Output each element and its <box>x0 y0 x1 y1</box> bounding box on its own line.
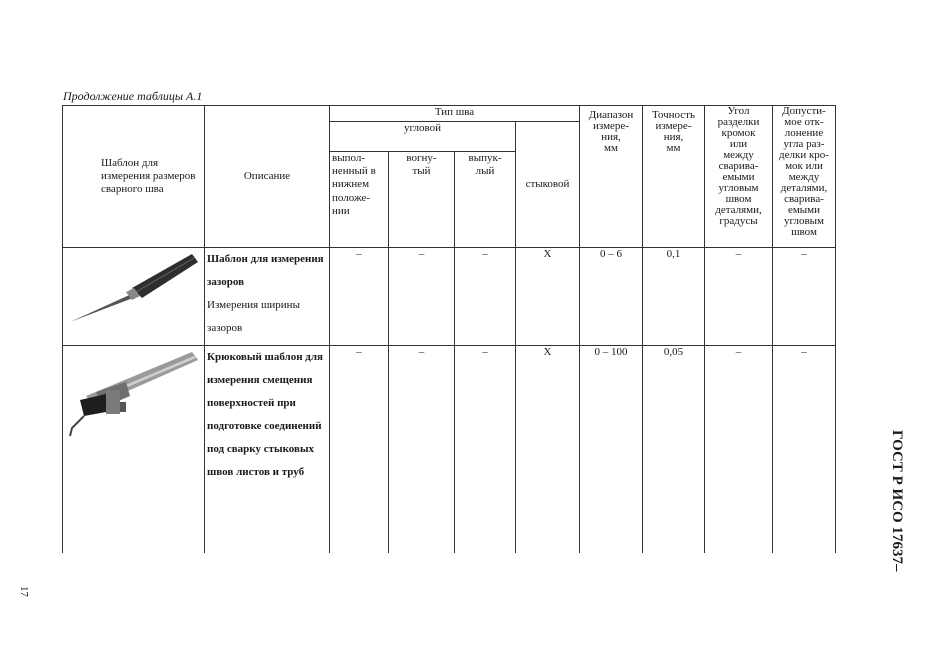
cell-butt: Х <box>516 248 580 346</box>
cell-concave: – <box>389 248 455 346</box>
header-description: Описание <box>205 106 330 248</box>
tool-name: Крюковый шаблон для измерения смещения поверхностей при подготовке соединений под сварку стыковых швов листов и труб <box>207 351 323 478</box>
cell-convex: – <box>455 248 516 346</box>
header-butt: стыковой <box>516 122 580 248</box>
table-row <box>63 346 836 553</box>
cell-range: 0 – 6 <box>580 248 643 346</box>
gap-gauge-icon <box>66 248 202 330</box>
cell-angle-deviation: – <box>773 248 836 346</box>
header-concave: вогну- тый <box>389 152 455 248</box>
cell-butt: Х <box>516 346 580 553</box>
header-bevel-angle: Угол разделки кромок или между сварива- емыми угловым швом деталями, градусы <box>705 106 773 248</box>
header-fillet: угловой <box>330 122 516 152</box>
header-template: Шаблон для измерения размеров сварного шва <box>63 106 205 248</box>
cell-range: 0 – 100 <box>580 346 643 553</box>
header-range: Диапазон измере- ния, мм <box>580 106 643 248</box>
header-accuracy: Точность измере- ния, мм <box>643 106 705 248</box>
page-number: 17 <box>18 586 30 597</box>
hook-gauge-image-cell <box>63 346 205 553</box>
cell-accuracy: 0,1 <box>643 248 705 346</box>
header-convex: выпук- лый <box>455 152 516 248</box>
row-description <box>205 248 330 346</box>
cell-accuracy: 0,05 <box>643 346 705 553</box>
table-row <box>63 248 836 346</box>
table-caption: Продолжение таблицы А.1 <box>63 89 203 103</box>
cell-angle-deviation: – <box>773 346 836 553</box>
cell-concave: – <box>389 346 455 553</box>
gap-gauge-image-cell <box>63 248 205 346</box>
header-weld-type: Тип шва <box>330 106 580 122</box>
tool-usage: Измерения ширины зазоров <box>207 299 300 334</box>
cell-convex: – <box>455 346 516 553</box>
cell-flat: – <box>330 248 389 346</box>
cell-bevel-angle: – <box>705 346 773 553</box>
row-description <box>205 346 330 553</box>
tool-name: Шаблон для измерения зазоров <box>207 253 324 288</box>
header-flat: выпол- ненный в нижнем положе- нии <box>330 152 389 248</box>
standard-code: ГОСТ Р ИСО 17637– <box>889 430 905 572</box>
cell-flat: – <box>330 346 389 553</box>
cell-bevel-angle: – <box>705 248 773 346</box>
hook-gauge-icon <box>66 346 202 446</box>
header-angle-deviation: Допусти- мое отк- лонение угла раз- делки кро- мок или между деталями, сварива- емыми угловым швом <box>773 106 836 248</box>
gauge-table <box>62 105 836 553</box>
